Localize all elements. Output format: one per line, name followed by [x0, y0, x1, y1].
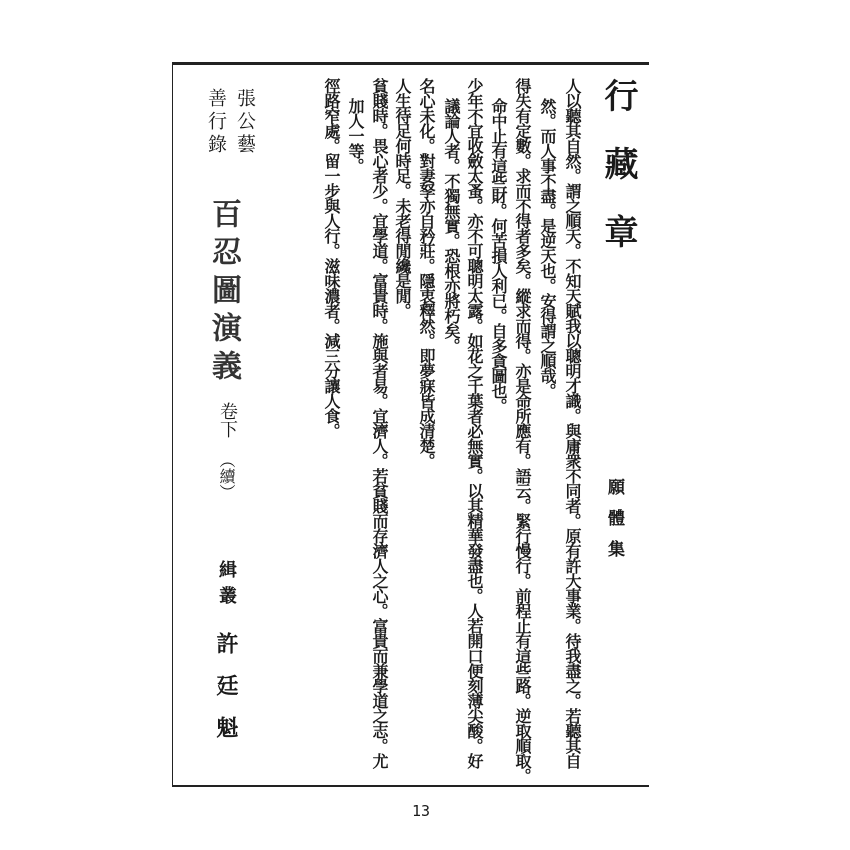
text-column: 命中止有這些財。何苦損人利已。自多貪圖也。	[489, 98, 508, 413]
author-name: 許廷魁	[213, 632, 239, 758]
book-subtitle-left: 善行錄	[205, 88, 227, 157]
compiler-label: 緝叢	[216, 560, 237, 612]
text-column: 人生待足何時足。未老得閒纔是閒。	[393, 78, 412, 318]
book-continued: （續）	[217, 452, 236, 500]
text-column: 名心未化。對妻孥亦自矜莊。隱衷釋然。即夢寐皆成清楚。	[417, 78, 436, 468]
text-column: 得失有定數。求而不得者多矣。縱求而得。亦是命所應有。語云。緊行慢行。前程止有這些路。逆取順取。	[513, 78, 532, 783]
chapter-source: 願體集	[604, 478, 624, 571]
book-volume: 卷下	[217, 402, 238, 438]
text-column: 議論人者。不獨無實。恐根亦將朽矣。	[442, 98, 461, 353]
page-number: 13	[412, 802, 431, 820]
chapter-title: 行藏章	[598, 78, 638, 282]
text-column: 徑路窄處。留一步與人行。滋味濃者。減三分讓人食。	[322, 78, 341, 438]
text-column: 然。而人事不盡。是逆天也。安得謂之順哉。	[538, 98, 557, 398]
book-subtitle-right: 張公藝	[234, 88, 256, 157]
text-column: 貧賤時。畏心者少。宜學道。富貴時。施與者易。宜濟人。若貧賤而存濟人之心。富貴而兼學道之志。尤	[370, 78, 389, 768]
text-column: 少年不宜收斂太蚤。亦不可聰明太露。如花之千葉者必無實。以其精華發盡也。人若開口便刻薄尖酸。好	[465, 78, 484, 768]
text-column: 人以聽其自然。謂之順天。不知天賦我以聰明才識。與庸衆不同者。原有許大事業。待我盡之。若聽其自	[563, 78, 582, 768]
text-column: 加人一等。	[346, 98, 365, 173]
book-title: 百忍圖演義	[206, 198, 241, 388]
